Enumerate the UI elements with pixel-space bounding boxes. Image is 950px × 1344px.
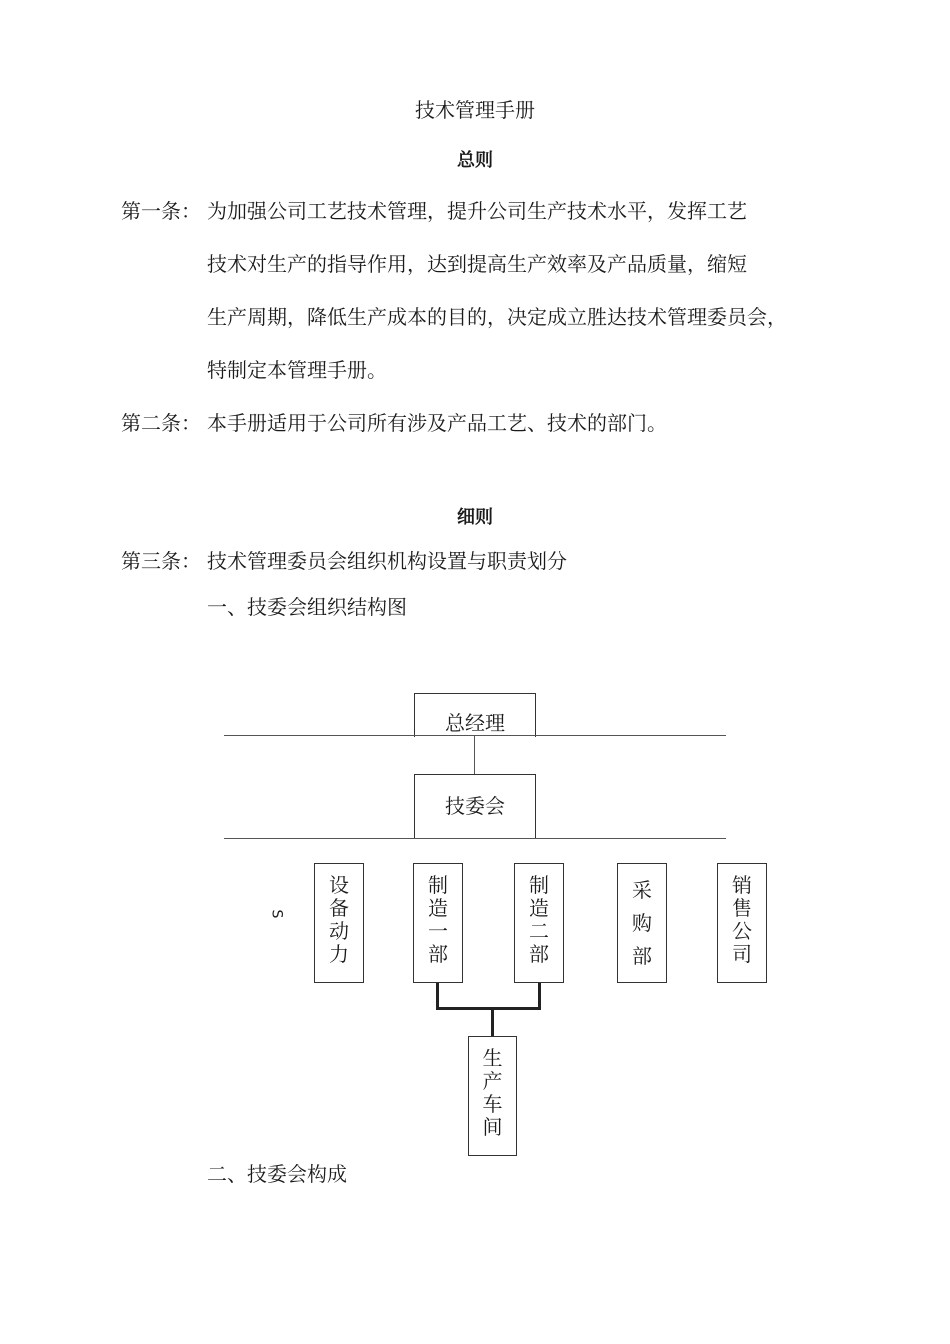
org-box-purchasing [617, 863, 667, 983]
org-box-workshop [468, 1036, 517, 1156]
article-2-text: 本手册适用于公司所有涉及产品工艺、技术的部门。 [207, 411, 667, 435]
org-connector-top [474, 736, 475, 774]
article-1-line-1: 为加强公司工艺技术管理，提升公司生产技术水平，发挥工艺 [207, 199, 747, 223]
article-3-text: 技术管理委员会组织机构设置与职责划分 [207, 549, 567, 573]
dept-label: 销售公司 [732, 873, 752, 966]
org-connector-workshop [491, 1009, 494, 1036]
org-box-sales [717, 863, 767, 983]
org-line-lower [224, 838, 726, 839]
subheading-committee-composition: 二、技委会构成 [207, 1162, 347, 1186]
article-2-label: 第二条： [121, 411, 201, 435]
article-1-line-2: 技术对生产的指导作用，达到提高生产效率及产品质量，缩短 [207, 252, 747, 276]
dept-label: 生产车间 [482, 1046, 503, 1139]
section-title-detail: 细则 [457, 507, 493, 528]
dept-label: 设备动力 [329, 873, 349, 966]
org-line-upper [224, 735, 726, 736]
subheading-org-chart: 一、技委会组织结构图 [207, 595, 407, 619]
section-title-general: 总则 [457, 150, 493, 171]
dept-label: 制造二部 [529, 873, 549, 966]
org-box-manufacturing-2 [514, 863, 564, 983]
article-1-label: 第一条： [121, 199, 201, 223]
org-connector-mfg2 [538, 983, 541, 1009]
org-connector-bracket [436, 1007, 541, 1010]
stray-mark: S [268, 909, 285, 919]
org-box-equipment-power [314, 863, 364, 983]
org-box-manufacturing-1 [413, 863, 463, 983]
article-1-line-4: 特制定本管理手册。 [207, 358, 387, 382]
org-box-committee: 技委会 [414, 774, 536, 839]
article-1-line-3: 生产周期，降低生产成本的目的，决定成立胜达技术管理委员会， [207, 305, 787, 329]
document-title: 技术管理手册 [415, 98, 535, 122]
dept-label: 制造一部 [428, 873, 448, 966]
article-3-label: 第三条： [121, 549, 201, 573]
dept-label: 采购部 [632, 878, 652, 968]
org-connector-mfg1 [436, 983, 439, 1009]
org-box-general-manager: 总经理 [414, 693, 536, 737]
